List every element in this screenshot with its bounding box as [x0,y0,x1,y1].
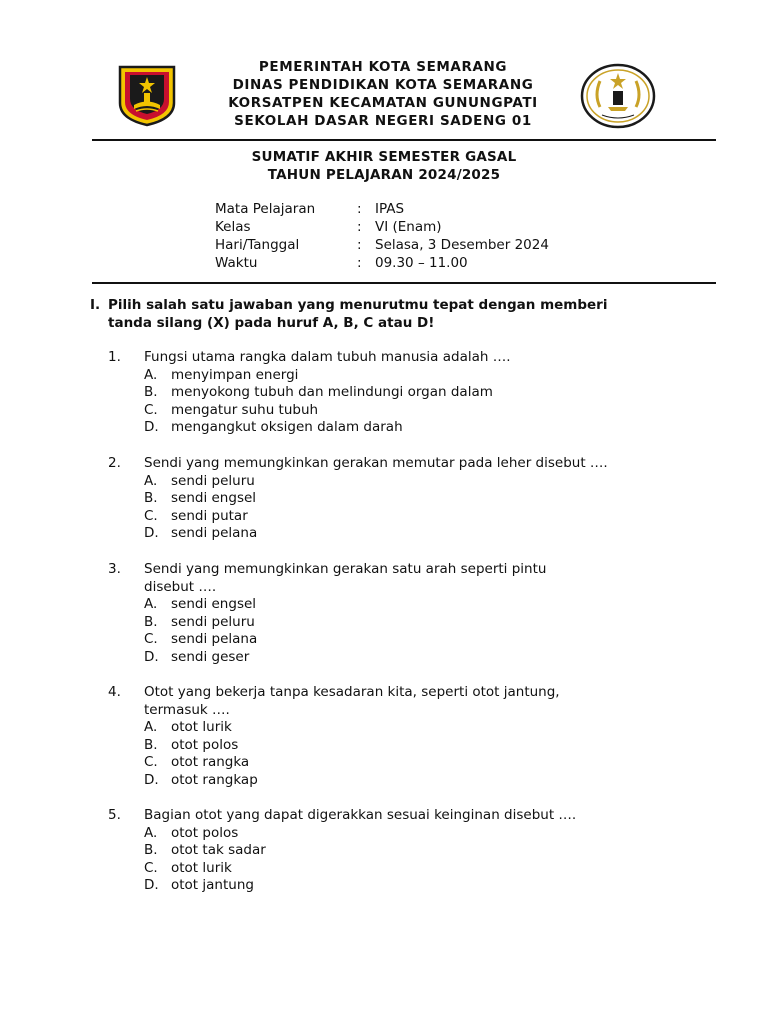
question-text: Sendi yang memungkinkan gerakan satu arah seperti pintu [144,561,547,577]
option-letter: B. [144,736,158,753]
option-a [0,367,768,385]
question-text-continued: disebut …. [144,578,217,595]
info-label: Waktu [215,255,258,271]
option-letter: B. [144,613,158,630]
info-value: 09.30 – 11.00 [375,255,468,271]
section-instruction [90,296,690,332]
question-4 [0,684,768,789]
question-number: 3. [108,561,121,577]
option-b [0,384,768,402]
question-text: Fungsi utama rangka dalam tubuh manusia adalah …. [144,349,511,365]
school-logo [580,63,656,129]
section-number: I. [90,297,101,313]
option-text: sendi pelana [171,525,258,541]
letterhead-line-2: DINAS PENDIDIKAN KOTA SEMARANG [232,77,534,93]
info-value: Selasa, 3 Desember 2024 [375,237,549,253]
option-b [0,737,768,755]
option-text: sendi geser [171,648,250,665]
option-text: mengangkut oksigen dalam darah [171,419,403,435]
question-5 [0,807,768,895]
letterhead-line-1: PEMERINTAH KOTA SEMARANG [258,59,508,75]
info-colon: : [357,201,362,217]
instruction-line-2: tanda silang (X) pada huruf A, B, C atau D! [108,315,435,331]
option-letter: C. [144,754,158,770]
option-text: otot lurik [171,719,232,735]
option-letter: B. [144,490,158,506]
info-colon: : [357,237,362,253]
info-value: IPAS [375,201,405,217]
letterhead-line-4: SEKOLAH DASAR NEGERI SADENG 01 [234,113,532,129]
option-letter: C. [144,401,158,418]
question-text: Otot yang bekerja tanpa kesadaran kita, seperti otot jantung, [144,684,560,700]
info-row-date [215,236,549,254]
option-letter: C. [144,631,158,647]
info-colon: : [357,255,362,271]
option-text: mengatur suhu tubuh [171,401,319,418]
question-2 [0,455,768,543]
question-text: Bagian otot yang dapat digerakkan sesuai keinginan disebut …. [144,807,577,823]
option-letter: A. [144,596,158,612]
option-letter: C. [144,507,158,524]
option-letter: A. [144,824,158,841]
question-number: 1. [108,349,121,365]
question-number: 5. [108,807,121,823]
option-text: otot jantung [171,877,254,893]
option-text: sendi engsel [171,490,257,506]
info-label: Mata Pelajaran [215,201,316,217]
option-text: otot rangkap [171,771,258,788]
option-text: sendi putar [171,507,248,524]
option-a [0,719,768,737]
info-row-class [215,218,549,236]
option-text: otot rangka [171,754,250,770]
option-text: menyimpan energi [171,366,299,383]
question-text: Sendi yang memungkinkan gerakan memutar pada leher disebut …. [144,455,608,471]
info-divider [92,282,716,284]
option-text: sendi peluru [171,613,255,630]
option-a [0,825,768,843]
option-letter: D. [144,419,159,435]
option-text: sendi engsel [171,596,257,612]
kota-semarang-logo [118,65,176,127]
question-1 [0,349,768,437]
option-text: sendi pelana [171,631,258,647]
info-row-subject [215,200,549,218]
option-b [0,842,768,860]
letterhead [190,58,576,130]
option-c [0,508,768,526]
option-text: otot tak sadar [171,842,266,858]
info-colon: : [357,219,362,235]
letterhead-line-3: KORSATPEN KECAMATAN GUNUNGPATI [228,95,538,111]
info-label: Kelas [215,219,251,235]
question-text-continued: termasuk …. [144,701,230,718]
option-c [0,402,768,420]
option-c [0,754,768,772]
option-letter: D. [144,771,159,788]
option-d [0,649,768,667]
option-text: otot lurik [171,859,232,876]
option-b [0,614,768,632]
instruction-line-1: Pilih salah satu jawaban yang menurutmu tepat dengan memberi [108,297,608,313]
option-d [0,877,768,895]
option-letter: D. [144,525,159,541]
option-b [0,490,768,508]
exam-info [215,200,549,272]
header-divider [92,139,716,141]
option-a [0,596,768,614]
option-letter: A. [144,366,158,383]
exam-title [0,148,768,184]
option-letter: D. [144,877,159,893]
option-letter: B. [144,842,158,858]
option-text: menyokong tubuh dan melindungi organ dalam [171,384,493,400]
option-letter: D. [144,648,159,665]
info-label: Hari/Tanggal [215,237,300,253]
option-letter: A. [144,472,158,489]
option-text: otot polos [171,736,239,753]
option-text: sendi peluru [171,472,255,489]
option-text: otot polos [171,824,239,841]
option-d [0,525,768,543]
exam-title-line-1: SUMATIF AKHIR SEMESTER GASAL [251,149,517,165]
question-3 [0,561,768,666]
option-a [0,473,768,491]
exam-title-line-2: TAHUN PELAJARAN 2024/2025 [267,167,501,183]
info-row-time [215,254,549,272]
option-d [0,772,768,790]
option-letter: C. [144,859,158,876]
option-c [0,860,768,878]
option-d [0,419,768,437]
option-c [0,631,768,649]
option-letter: A. [144,719,158,735]
option-letter: B. [144,384,158,400]
question-number: 2. [108,455,121,471]
question-number: 4. [108,684,121,700]
info-value: VI (Enam) [375,219,442,235]
